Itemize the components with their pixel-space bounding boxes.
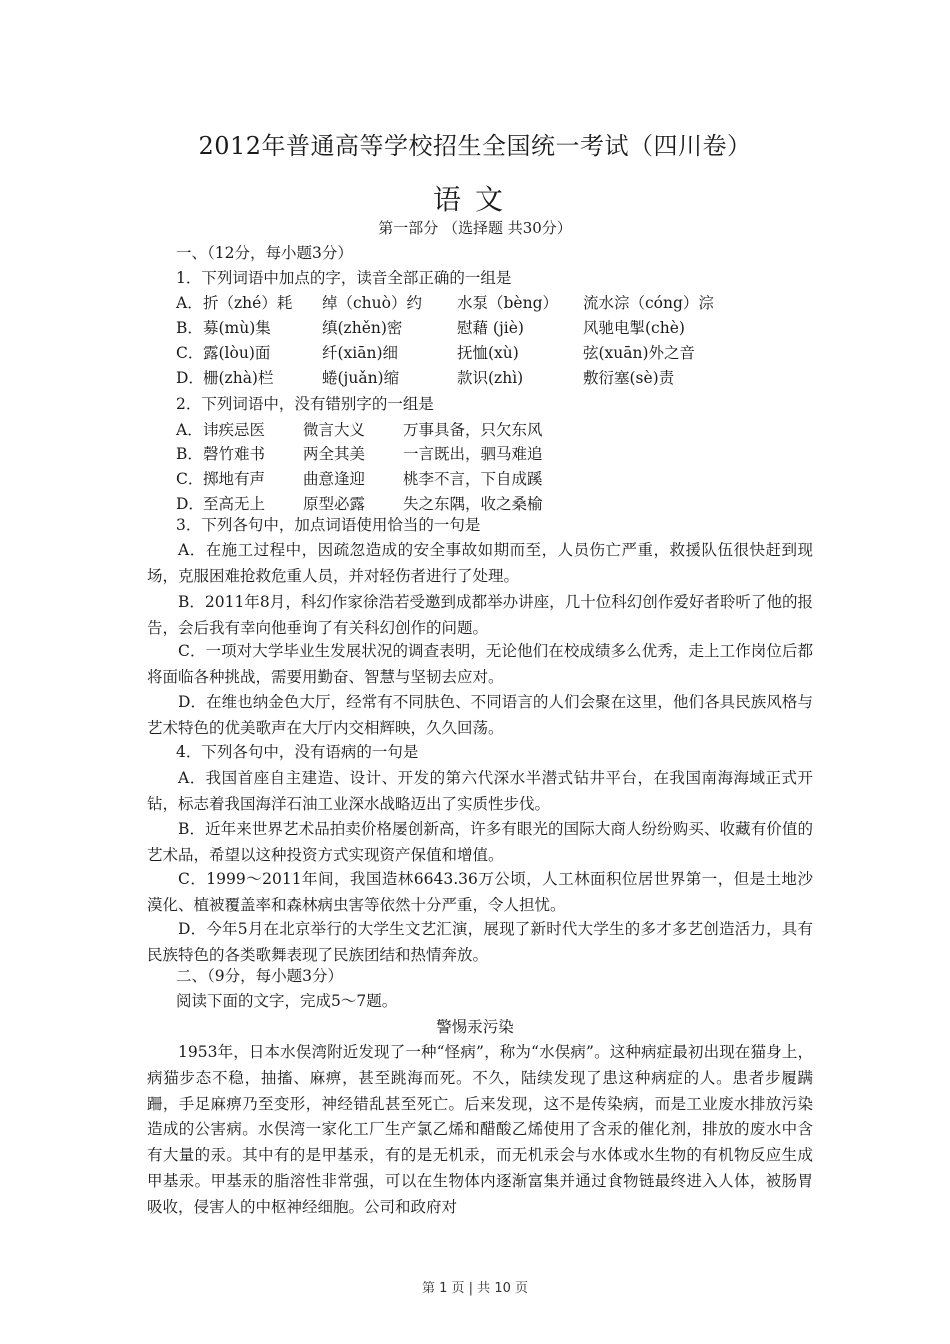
q3-stem: 3．下列各句中，加点词语使用恰当的一句是 [176,516,481,534]
q3-option-a: A．在施工过程中，因疏忽造成的安全事故如期而至，人员伤亡严重，救援队伍很快赶到现场，克服困难抢救危重人员，并对轻伤者进行了处理。 [147,541,813,585]
option-item: 流水淙（cóng）淙 [583,294,714,312]
option-item: 抚恤(xù) [457,344,519,362]
option-label: D． [176,369,204,387]
page-indicator: 第 1 页 | 共 10 页 [422,1281,528,1296]
option-item: 缜(zhěn)密 [322,319,403,337]
option-item: 纤(xiān)细 [322,344,399,362]
q4-option-a: A．我国首座自主建造、设计、开发的第六代深水半潜式钻井平台，在我国南海海域正式开钻，标志着我国海洋石油工业深水战略迈出了实质性步伐。 [147,769,813,813]
option-label: D． [176,495,204,513]
option-item: 微言大义 [303,421,366,439]
option-item: 水泵（bèng） [457,294,559,312]
q3-option-b: B．2011年8月，科幻作家徐浩若受邀到成都举办讲座，几十位科幻创作爱好者聆听了他的报告，会后我有幸向他垂询了有关科幻创作的问题。 [147,593,813,637]
option-item: 原型必露 [303,495,366,513]
q1-stem: 1．下列词语中加点的字，读音全部正确的一组是 [176,269,512,287]
option-item: 万事具备，只欠东风 [403,421,543,439]
q4-option-c: C．1999～2011年间，我国造林6643.36万公顷，人工林面积位居世界第一，但是土地沙漠化、植被覆盖率和森林病虫害等依然十分严重，令人担忧。 [147,870,813,914]
q3-option-c: C．一项对大学毕业生发展状况的调查表明，无论他们在校成绩多么优秀，走上工作岗位后都将面临各种挑战，需要用勤奋、智慧与坚韧去应对。 [147,642,813,686]
option-item: 至高无上 [203,495,266,513]
option-item: 讳疾忌医 [203,421,266,439]
option-item: 磬竹难书 [203,445,266,463]
option-item: 掷地有声 [203,470,266,488]
q2-stem: 2．下列词语中，没有错别字的一组是 [176,395,434,413]
option-label: A． [176,421,203,439]
option-item: 露(lòu)面 [203,344,271,362]
q3-option-d: D．在维也纳金色大厅，经常有不同肤色、不同语言的人们会聚在这里，他们各具民族风格与艺术特色的优美歌声在大厅内交相辉映，久久回荡。 [147,693,813,737]
option-item: 弦(xuān)外之音 [583,344,696,362]
part-heading: 第一部分 （选择题 共30分） [378,219,572,237]
option-item: 失之东隅，收之桑榆 [403,495,543,513]
essay-title: 警惕汞污染 [436,1018,514,1036]
option-item: 两全其美 [303,445,366,463]
option-item: 一言既出，驷马难追 [403,445,543,463]
option-item: 敷衍塞(sè)责 [583,369,675,387]
option-label: C． [176,470,204,488]
section1-heading: 一、（12分，每小题3分） [176,244,353,262]
option-item: 栅(zhà)栏 [203,369,274,387]
exam-title: 2012年普通高等学校招生全国统一考试（四川卷） [198,132,752,160]
option-item: 蜷(juǎn)缩 [322,369,400,387]
option-label: C． [176,344,204,362]
option-label: B． [176,445,203,463]
section2-heading: 二、（9分，每小题3分） [176,967,343,985]
option-item: 风驰电掣(chè) [583,319,685,337]
option-item: 折（zhé）耗 [203,294,293,312]
option-item: 款识(zhì) [457,369,524,387]
q4-option-b: B．近年来世界艺术品拍卖价格屡创新高，许多有眼光的国际大商人纷纷购买、收藏有价值的艺术品，希望以这种投资方式实现资产保值和增值。 [147,820,813,864]
option-item: 募(mù)集 [203,319,271,337]
subject-heading: 语文 [432,183,517,216]
option-item: 绰（chuò）约 [322,294,422,312]
section2-instruction: 阅读下面的文字，完成5～7题。 [176,992,398,1010]
option-item: 桃李不言，下自成蹊 [403,470,543,488]
option-label: B． [176,319,203,337]
q4-option-d: D．今年5月在北京举行的大学生文艺汇演，展现了新时代大学生的多才多艺创造活力，具有民族特色的各类歌舞表现了民族团结和热情奔放。 [147,920,813,964]
essay-body: 1953年，日本水俣湾附近发现了一种“怪病”，称为“水俣病”。这种病症最初出现在猫身上，病猫步态不稳，抽搐、麻痹，甚至跳海而死。不久，陆续发现了患这种病症的人。患者步履蹒跚，手足麻痹乃至变形，神经错乱甚至死亡。后来发现，这不是传染病，而是工业废水排放污染造成的公害病。水俣湾一家化工厂生产氯乙烯和醋酸乙烯使用了含汞的催化剂，排放的废水中含有大量的汞。其中有的是甲基汞，有的是无机汞，而无机汞会与水体或水生物的有机物反应生成甲基汞。甲基汞的脂溶性非常强，可以在生物体内逐渐富集并通过食物链最终进入人体，被肠胃吸收，侵害人的中枢神经细胞。公司和政府对 [147,1043,813,1216]
option-item: 曲意逢迎 [303,470,366,488]
option-item: 慰藉 (jiè) [457,319,524,337]
option-label: A． [176,294,203,312]
q4-stem: 4．下列各句中，没有语病的一句是 [176,743,419,761]
